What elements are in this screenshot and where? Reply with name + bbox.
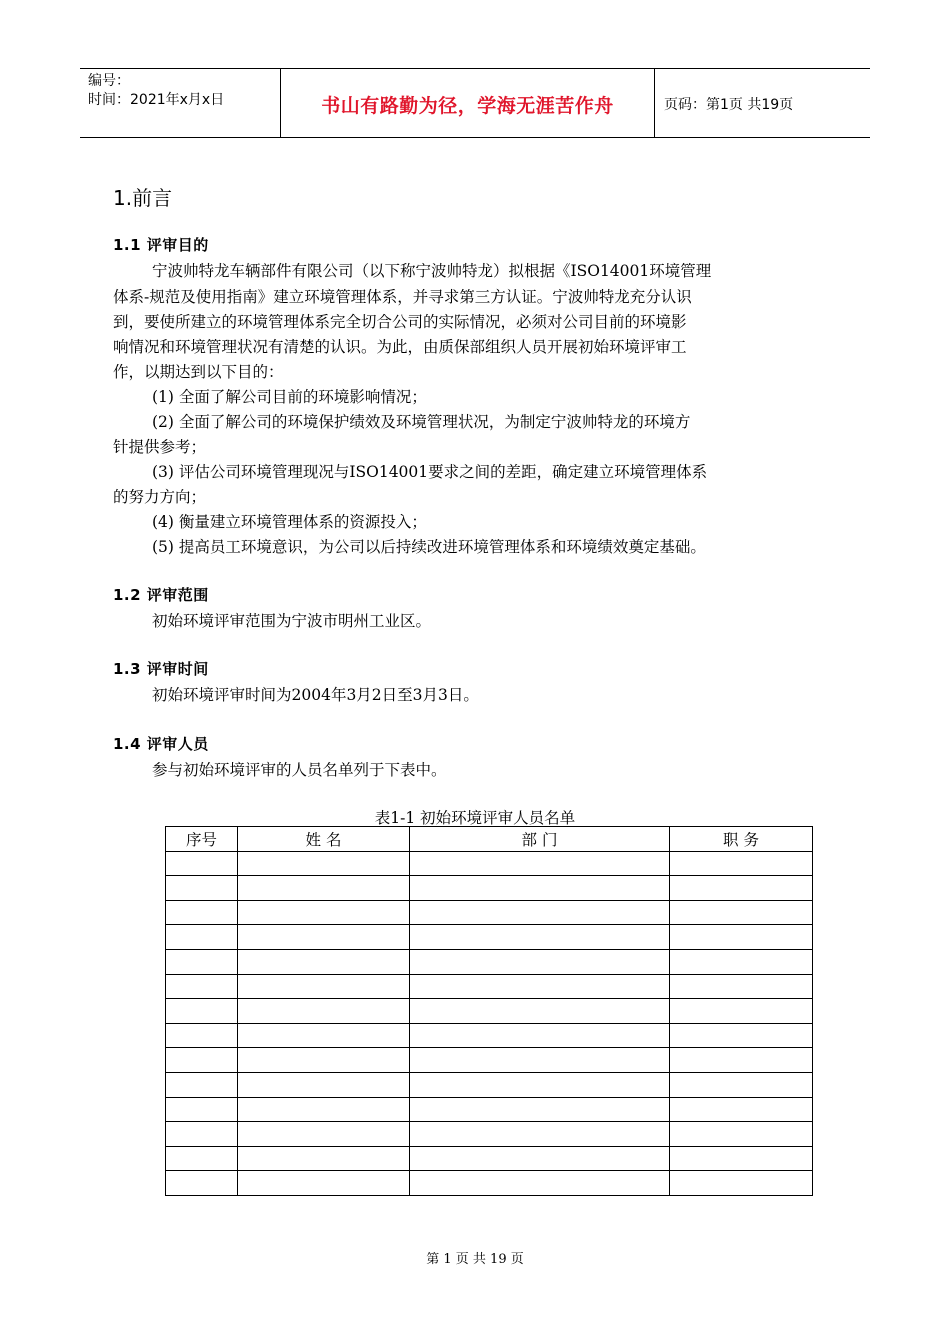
table-cell <box>670 925 813 950</box>
page-footer: 第 1 页 共 19 页 <box>426 1252 524 1267</box>
doc-number-label: 编号： <box>88 73 130 89</box>
table-cell <box>410 974 670 999</box>
list-item: (1) 全面了解公司目前的环境影响情况； <box>152 388 427 406</box>
list-item: (5) 提高员工环境意识，为公司以后持续改进环境管理体系和环境绩效奠定基础。 <box>152 538 706 556</box>
col-header-department: 部 门 <box>410 827 670 852</box>
col-header-position: 职 务 <box>670 827 813 852</box>
table-cell <box>410 851 670 876</box>
table-cell <box>410 900 670 925</box>
table-header-row <box>166 827 813 852</box>
table-cell <box>238 876 410 901</box>
col-header-number: 序号 <box>166 827 238 852</box>
table-cell <box>166 949 238 974</box>
table-cell <box>670 974 813 999</box>
table-row <box>166 1048 813 1073</box>
table-cell <box>238 1048 410 1073</box>
table-cell <box>166 851 238 876</box>
table-cell <box>670 1048 813 1073</box>
table-cell <box>166 1171 238 1196</box>
table-cell <box>670 1146 813 1171</box>
table-cell <box>166 1023 238 1048</box>
table-row <box>166 876 813 901</box>
subsection-heading: 1.4 评审人员 <box>113 735 209 753</box>
header-page-info: 页码：第1页 共19页 <box>664 97 794 113</box>
table-cell <box>670 949 813 974</box>
paragraph-line: 到，要使所建立的环境管理体系完全切合公司的实际情况，必须对公司目前的环境影 <box>113 313 687 331</box>
table-cell <box>238 851 410 876</box>
paragraph-line: 参与初始环境评审的人员名单列于下表中。 <box>152 761 447 779</box>
section-title: 1.前言 <box>113 186 173 210</box>
header-divider <box>654 69 655 137</box>
table-cell <box>166 974 238 999</box>
paragraph-line: 初始环境评审时间为2004年3月2日至3月3日。 <box>152 686 479 704</box>
table-row <box>166 900 813 925</box>
table-cell <box>410 876 670 901</box>
table-cell <box>238 949 410 974</box>
paragraph-line: 作，以期达到以下目的： <box>113 363 284 381</box>
table-row <box>166 1023 813 1048</box>
header-meta <box>88 72 224 110</box>
table-cell <box>410 1072 670 1097</box>
table-cell <box>670 851 813 876</box>
table-cell <box>670 1122 813 1147</box>
doc-time-label: 时间：2021年x月x日 <box>88 92 225 108</box>
table-cell <box>238 900 410 925</box>
table-cell <box>166 999 238 1024</box>
list-item: (2) 全面了解公司的环境保护绩效及环境管理状况，为制定宁波帅特龙的环境方 <box>152 413 691 431</box>
table-row <box>166 851 813 876</box>
table-cell <box>410 1146 670 1171</box>
table-row <box>166 999 813 1024</box>
personnel-table <box>165 826 813 1196</box>
table-cell <box>166 1097 238 1122</box>
table-cell <box>238 1171 410 1196</box>
table-cell <box>166 1072 238 1097</box>
table-cell <box>238 1023 410 1048</box>
table-cell <box>166 1122 238 1147</box>
table-cell <box>166 925 238 950</box>
paragraph-line: 宁波帅特龙车辆部件有限公司（以下称宁波帅特龙）拟根据《ISO14001环境管理 <box>152 262 712 280</box>
table-cell <box>410 999 670 1024</box>
table-row <box>166 949 813 974</box>
table-cell <box>670 1171 813 1196</box>
table-cell <box>670 1097 813 1122</box>
table-cell <box>670 1023 813 1048</box>
table-cell <box>238 1122 410 1147</box>
table-cell <box>670 876 813 901</box>
table-row <box>166 1122 813 1147</box>
table-row <box>166 974 813 999</box>
table-cell <box>238 1146 410 1171</box>
table-cell <box>410 1097 670 1122</box>
table-row <box>166 1171 813 1196</box>
page-header <box>80 68 870 138</box>
table-cell <box>410 1023 670 1048</box>
table-row <box>166 1072 813 1097</box>
paragraph-line: 响情况和环境管理状况有清楚的认识。为此，由质保部组织人员开展初始环境评审工 <box>113 338 687 356</box>
table-cell <box>166 1146 238 1171</box>
subsection-heading: 1.1 评审目的 <box>113 236 209 254</box>
subsection-heading: 1.2 评审范围 <box>113 586 209 604</box>
table-row <box>166 925 813 950</box>
paragraph-line: 初始环境评审范围为宁波市明州工业区。 <box>152 612 432 630</box>
table-cell <box>238 974 410 999</box>
table-cell <box>166 900 238 925</box>
table-cell <box>670 999 813 1024</box>
list-item: (3) 评估公司环境管理现况与ISO14001要求之间的差距，确定建立环境管理体系 <box>152 463 708 481</box>
table-cell <box>238 1072 410 1097</box>
table-caption: 表1-1 初始环境评审人员名单 <box>374 809 576 827</box>
table-cell <box>410 1122 670 1147</box>
table-cell <box>670 1072 813 1097</box>
table-row <box>166 1146 813 1171</box>
subsection-heading: 1.3 评审时间 <box>113 660 209 678</box>
header-motto: 书山有路勤为径，学海无涯苦作舟 <box>321 95 614 117</box>
paragraph-line: 体系-规范及使用指南》建立环境管理体系，并寻求第三方认证。宁波帅特龙充分认识 <box>113 288 692 306</box>
table-cell <box>410 1171 670 1196</box>
list-item: (4) 衡量建立环境管理体系的资源投入； <box>152 513 427 531</box>
table-cell <box>238 1097 410 1122</box>
list-item: 的努力方向； <box>113 488 207 506</box>
table-row <box>166 1097 813 1122</box>
col-header-name: 姓 名 <box>238 827 410 852</box>
list-item: 针提供参考； <box>113 438 207 456</box>
table-cell <box>410 1048 670 1073</box>
table-cell <box>670 900 813 925</box>
table-cell <box>166 876 238 901</box>
table-cell <box>238 999 410 1024</box>
table-cell <box>238 925 410 950</box>
table-cell <box>410 949 670 974</box>
table-cell <box>410 925 670 950</box>
table-cell <box>166 1048 238 1073</box>
